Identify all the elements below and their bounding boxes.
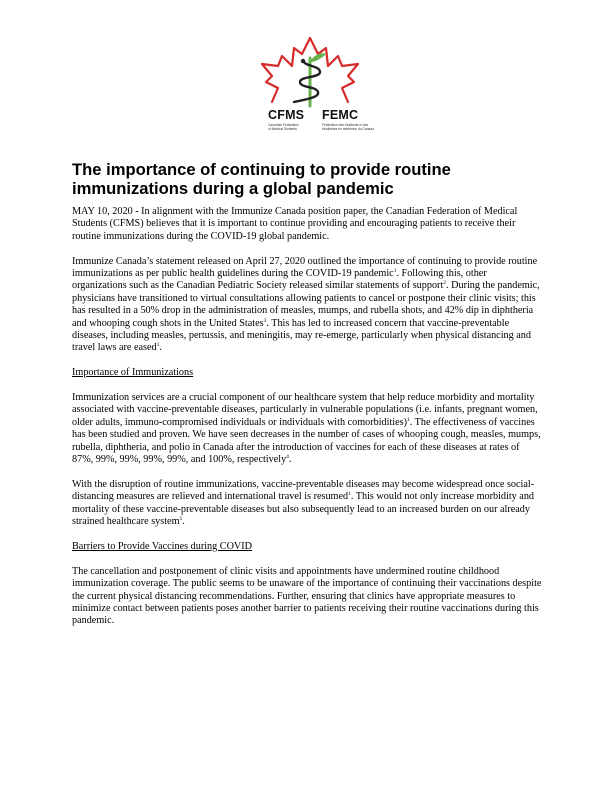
logo-name-fr-line1: Fédération des étudiants et des bbox=[322, 123, 369, 127]
document-body bbox=[72, 206, 542, 640]
logo-name-en-line2: of Medical Students bbox=[268, 127, 297, 131]
citation-ref: 1 bbox=[348, 491, 351, 498]
section-heading-barriers: Barriers to Provide Vaccines during COVID bbox=[72, 540, 253, 552]
citation-ref: 4 bbox=[286, 454, 289, 461]
logo-name-fr-line2: étudiantes en médecine du Canada bbox=[322, 127, 375, 131]
snake bbox=[294, 62, 320, 102]
citation-ref: 5 bbox=[179, 516, 183, 523]
section-heading-importance: Importance of Immunizations bbox=[72, 367, 194, 379]
importance-paragraph: Immunization services are a crucial component of our healthcare system that help reduce morbidity and mortality associated with vaccine-preventable diseases, particularly in vulnerable populations (i.e. infants, pregnant women, older adults, immuno-compromised individuals or individuals with comorbidities)$^1$. The effectiveness of vaccines has been studied and proven. We have seen decreases in the number of cases of whooping cough, measles, mumps, rubella, diphtheria, and polio in Canada after the introduction of vaccines for each of these diseases at rates of 87%, 99%, 99%, 99%, 99%, and 100%, respectively$^4$. bbox=[72, 392, 541, 466]
logo-name-en bbox=[268, 123, 299, 131]
citation-ref: 1 bbox=[156, 342, 160, 349]
green-leaf bbox=[310, 53, 326, 62]
page-title: The importance of continuing to provide routine immunizations during a global pandemic bbox=[72, 160, 451, 198]
citation-ref: 1 bbox=[393, 268, 397, 275]
citation-ref: 3 bbox=[263, 317, 267, 324]
disruption-paragraph: With the disruption of routine immunizations, vaccine-preventable diseases may become widespread once social-distancing measures are relieved and international travel is resumed$^1$. This would not only increase morbidity and mortality of these vaccine-preventable diseases but also subsequently lead to an increased burden on our already strained healthcare system$^5$. bbox=[72, 478, 535, 528]
statement-paragraph: Immunize Canada’s statement released on April 27, 2020 outlined the importance of continuing to provide routine immunizations as per public health guidelines during the COVID-19 pandemic$^1$. Following this, other organizations such as the Canadian Pediatric Society released similar statements of support$^2$. During the pandemic, physicians have transitioned to virtual consultations allowing patients to cancel or postpone their clinic visits; this has resulted in a 50% drop in the administration of measles, mumps, and rubella shots, and 42% dip in diphtheria and whooping cough shots in the United States$^3$. This has led to increased concern that vaccine-preventable diseases, including measles, pertussis, and meningitis, may re-emerge, particularly when physical distancing and travel laws are eased$^1$. bbox=[72, 255, 540, 354]
cfms-femc-logo bbox=[248, 36, 378, 136]
logo-abbr-en: CFMS bbox=[268, 108, 305, 122]
barriers-paragraph: The cancellation and postponement of clinic visits and appointments have undermined routine childhood immunization coverage. The public seems to be unaware of the importance of continuing their vaccinations despite the current physical distancing recommendations. Further, ensuring that clinics have appropriate measures to minimize contact between patients poses another barrier to patients receiving their routine vaccinations during this pandemic. bbox=[72, 565, 542, 627]
citation-ref: 2 bbox=[443, 280, 447, 287]
citation-ref: 1 bbox=[407, 416, 410, 423]
logo-name-en-line1: Canadian Federation bbox=[268, 123, 299, 127]
snake-head bbox=[301, 59, 305, 63]
maple-leaf-snake-icon bbox=[248, 36, 378, 108]
logo-abbr-fr: FEMC bbox=[322, 108, 359, 122]
logo-name-fr bbox=[322, 123, 374, 131]
intro-paragraph: MAY 10, 2020 - In alignment with the Immunize Canada position paper, the Canadian Federation of Medical Students (CFMS) believes that it is important to continue providing and encouraging patients to receive their routine immunizations during the COVID-19 global pandemic. bbox=[72, 206, 518, 242]
